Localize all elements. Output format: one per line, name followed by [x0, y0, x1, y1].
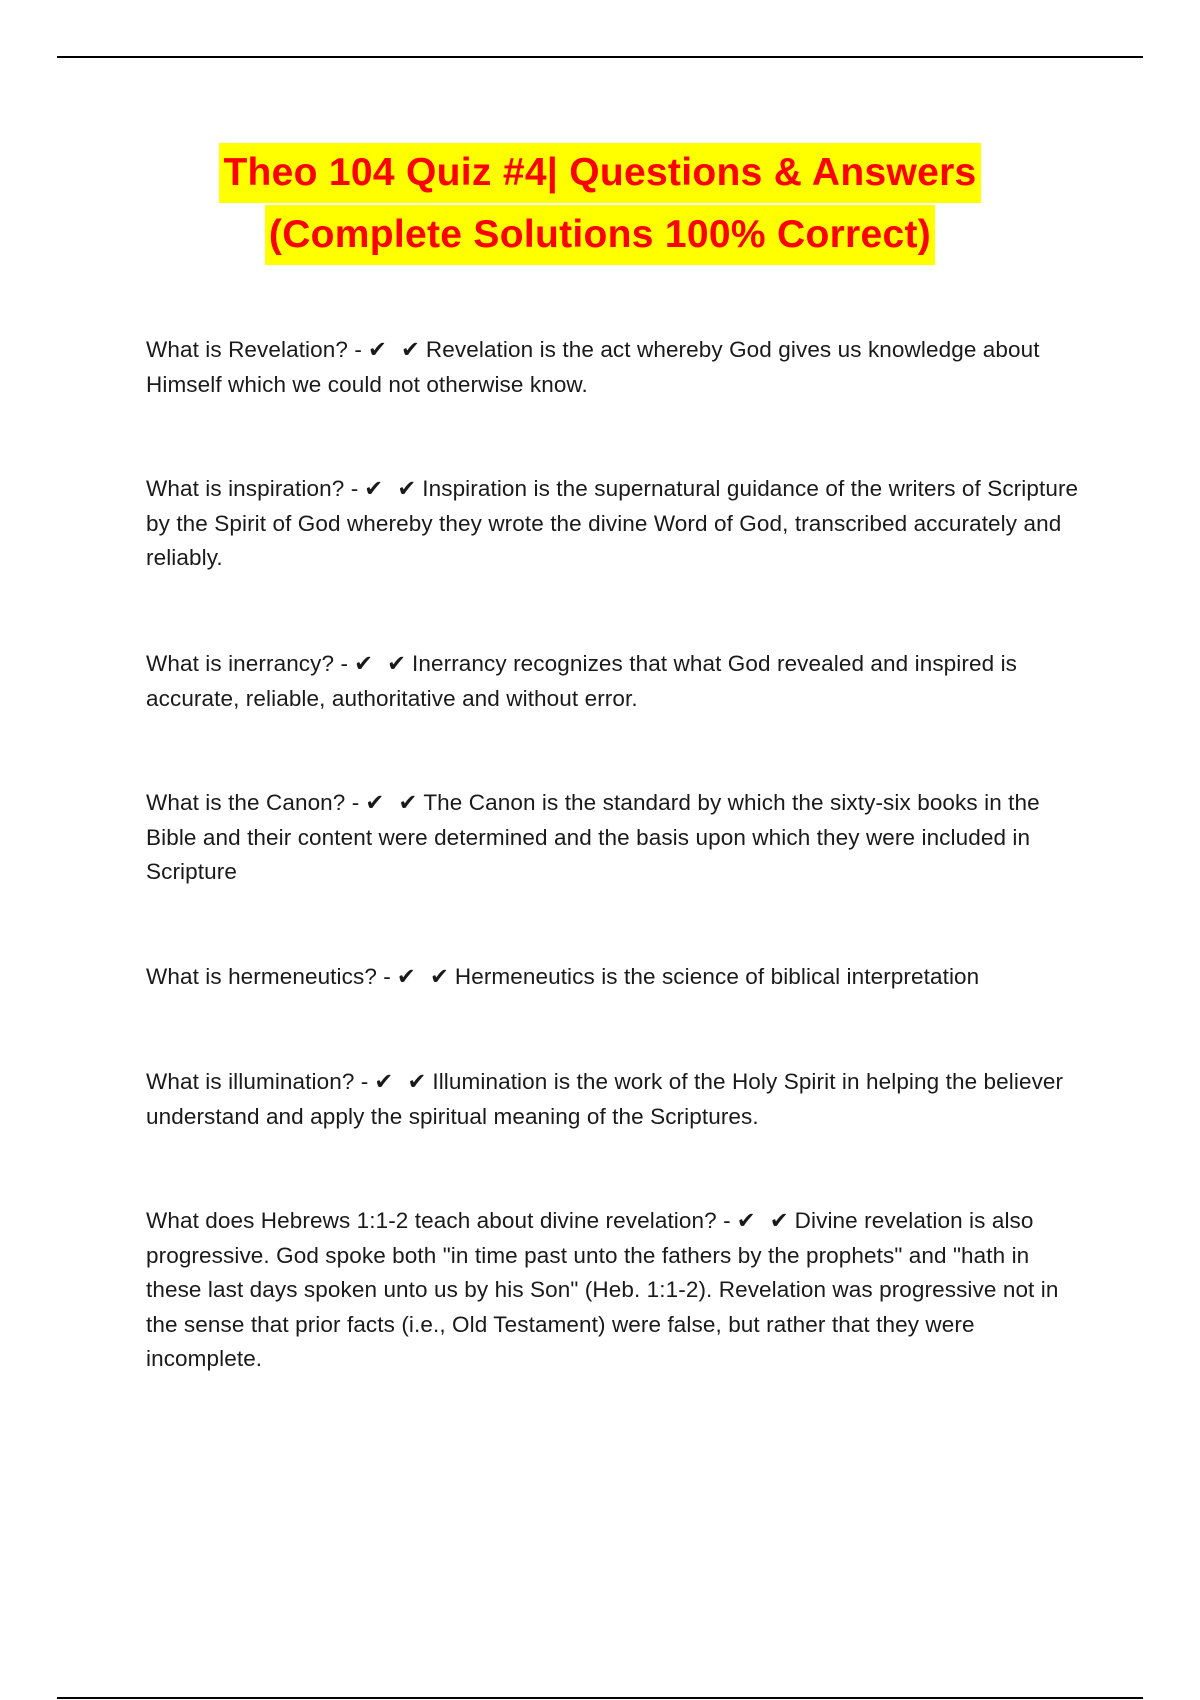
title-line-1: Theo 104 Quiz #4| Questions & Answers — [219, 143, 980, 203]
answer-text: Inspiration is the supernatural guidance of the writers of Scripture by the Spirit of God whereby they wrote the divine Word of God, transcribed accurately and reliably. — [146, 476, 1079, 570]
double-check-icon: ✔ ✔ — [374, 1069, 431, 1094]
answer-text: Revelation is the act whereby God gives us knowledge about Himself which we could not otherwise know. — [146, 337, 1040, 397]
answer-text: Inerrancy recognizes that what God revealed and inspired is accurate, reliable, authoritative and without error. — [146, 651, 1018, 711]
question-text: What is hermeneutics? - — [146, 964, 391, 989]
question-text: What is inerrancy? - — [146, 651, 349, 676]
footer-rule — [57, 1697, 1143, 1699]
qa-item — [146, 1065, 1086, 1134]
answer-text: Hermeneutics is the science of biblical interpretation — [454, 964, 980, 989]
question-text: What does Hebrews 1:1-2 teach about divine revelation? - — [146, 1208, 731, 1233]
double-check-icon: ✔ ✔ — [354, 651, 411, 676]
qa-item — [146, 647, 1086, 716]
question-text: What is inspiration? - — [146, 476, 359, 501]
question-text: What is illumination? - — [146, 1069, 369, 1094]
double-check-icon: ✔ ✔ — [367, 337, 424, 362]
double-check-icon: ✔ ✔ — [736, 1208, 793, 1233]
qa-item — [146, 333, 1086, 402]
question-text: What is the Canon? - — [146, 790, 360, 815]
document-title — [0, 143, 1200, 267]
double-check-icon: ✔ ✔ — [365, 790, 422, 815]
title-line-2: (Complete Solutions 100% Correct) — [265, 205, 935, 265]
qa-item — [146, 786, 1086, 890]
header-rule — [57, 56, 1143, 58]
answer-text: Divine revelation is also progressive. God spoke both "in time past unto the fathers by the prophets" and "hath in these last days spoken unto us by his Son" (Heb. 1:1-2). Revelation was progressive not in the sense that prior facts (i.e., Old Testament) were false, but rather that they were incomplete. — [146, 1208, 1059, 1371]
double-check-icon: ✔ ✔ — [364, 476, 421, 501]
double-check-icon: ✔ ✔ — [396, 964, 453, 989]
qa-item — [146, 960, 979, 995]
answer-text: Illumination is the work of the Holy Spirit in helping the believer understand and apply the spiritual meaning of the Scriptures. — [146, 1069, 1064, 1129]
qa-item — [146, 1204, 1086, 1377]
question-text: What is Revelation? - — [146, 337, 362, 362]
answer-text: The Canon is the standard by which the sixty-six books in the Bible and their content were determined and the basis upon which they were included in Scripture — [146, 790, 1040, 884]
qa-item — [146, 472, 1086, 576]
